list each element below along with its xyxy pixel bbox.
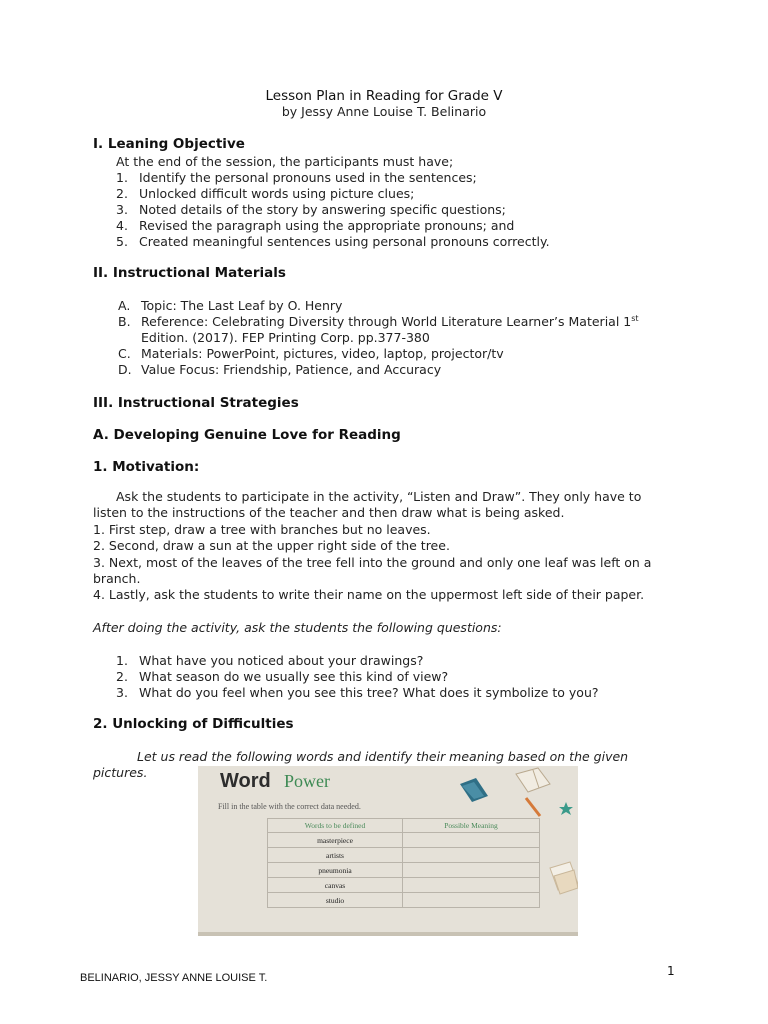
document-title: Lesson Plan in Reading for Grade V	[265, 88, 503, 104]
strategies-heading: III. Instructional Strategies	[93, 395, 299, 411]
word-power-title-word: Word	[220, 770, 271, 792]
table-header-meaning: Possible Meaning	[403, 819, 540, 833]
book-stack-icon	[550, 862, 578, 894]
question-text: What season do we usually see this kind of view?	[139, 669, 449, 684]
unlocking-instruction-continued: pictures.	[93, 765, 148, 780]
unlocking-heading: 2. Unlocking of Difficulties	[93, 716, 294, 732]
materials-heading: II. Instructional Materials	[93, 265, 286, 281]
question-num: 1.	[116, 653, 128, 668]
motivation-heading: 1. Motivation:	[93, 459, 200, 475]
pencil-icon	[526, 798, 540, 816]
motivation-line: 2. Second, draw a sun at the upper right side of the tree.	[93, 538, 450, 553]
objective-item-text: Created meaningful sentences using personal pronouns correctly.	[139, 234, 550, 249]
meaning-cell	[403, 878, 540, 893]
materials-item-label: D.	[118, 362, 132, 377]
materials-reference: Reference: Celebrating Diversity through World Literature Learner’s Material 1	[141, 314, 632, 330]
objective-item-text: Unlocked difficult words using picture clues;	[139, 186, 415, 201]
page-number: 1	[667, 964, 675, 978]
objective-item-text: Revised the paragraph using the appropriate pronouns; and	[139, 218, 515, 233]
table-header-words: Words to be defined	[268, 819, 403, 833]
word-power-instruction: Fill in the table with the correct data needed.	[218, 802, 361, 811]
word-power-table	[267, 818, 540, 908]
word-power-title-power: Power	[284, 771, 330, 791]
table-row	[268, 863, 540, 878]
objective-item-num: 3.	[116, 202, 128, 217]
objective-item-num: 2.	[116, 186, 128, 201]
meaning-cell	[403, 848, 540, 863]
strategies-subheading: A. Developing Genuine Love for Reading	[93, 427, 401, 443]
open-book-icon	[516, 768, 550, 792]
unlocking-instruction: Let us read the following words and identify their meaning based on the given	[137, 749, 629, 764]
objective-item-text: Identify the personal pronouns used in the sentences;	[139, 170, 477, 185]
footer-author-name: BELINARIO, JESSY ANNE LOUISE T.	[80, 972, 268, 984]
objective-item-num: 5.	[116, 234, 128, 249]
table-row	[268, 848, 540, 863]
table-header-row	[268, 819, 540, 833]
table-row	[268, 833, 540, 848]
materials-item-label: C.	[118, 346, 131, 361]
objective-item-num: 4.	[116, 218, 128, 233]
question-text: What have you noticed about your drawings?	[139, 653, 424, 668]
materials-item-label: B.	[118, 314, 131, 329]
book-icon	[460, 778, 488, 802]
question-num: 3.	[116, 685, 128, 700]
word-power-image	[198, 766, 578, 936]
materials-item-text: Value Focus: Friendship, Patience, and Accuracy	[141, 362, 442, 377]
after-activity-note: After doing the activity, ask the students the following questions:	[93, 620, 502, 635]
meaning-cell	[403, 863, 540, 878]
meaning-cell	[403, 833, 540, 848]
word-cell: artists	[268, 848, 403, 863]
question-num: 2.	[116, 669, 128, 684]
motivation-line: 1. First step, draw a tree with branches but no leaves.	[93, 522, 431, 537]
table-row	[268, 878, 540, 893]
motivation-line: branch.	[93, 571, 141, 586]
word-cell: studio	[268, 893, 403, 908]
table-row	[268, 893, 540, 908]
star-icon	[559, 802, 573, 815]
objective-intro: At the end of the session, the participants must have;	[116, 154, 454, 169]
materials-item-text-continued: Edition. (2017). FEP Printing Corp. pp.377-380	[141, 330, 430, 345]
word-cell: pneumonia	[268, 863, 403, 878]
motivation-line: Ask the students to participate in the activity, “Listen and Draw”. They only have to	[116, 489, 642, 504]
question-text: What do you feel when you see this tree? What does it symbolize to you?	[139, 685, 599, 700]
superscript-st: st	[631, 314, 639, 323]
word-cell: canvas	[268, 878, 403, 893]
objective-heading: I. Leaning Objective	[93, 136, 245, 152]
motivation-line: 4. Lastly, ask the students to write their name on the uppermost left side of their paper.	[93, 587, 645, 602]
materials-item-text: Topic: The Last Leaf by O. Henry	[141, 298, 343, 313]
motivation-line: 3. Next, most of the leaves of the tree fell into the ground and only one leaf was left on a	[93, 555, 652, 570]
word-cell: masterpiece	[268, 833, 403, 848]
document-author: by Jessy Anne Louise T. Belinario	[281, 104, 487, 119]
materials-item-label: A.	[118, 298, 131, 313]
meaning-cell	[403, 893, 540, 908]
objective-item-text: Noted details of the story by answering specific questions;	[139, 202, 506, 217]
materials-item-text: Materials: PowerPoint, pictures, video, laptop, projector/tv	[141, 346, 504, 361]
materials-item-text	[141, 314, 639, 329]
objective-item-num: 1.	[116, 170, 128, 185]
motivation-line: listen to the instructions of the teacher and then draw what is being asked.	[93, 505, 565, 520]
